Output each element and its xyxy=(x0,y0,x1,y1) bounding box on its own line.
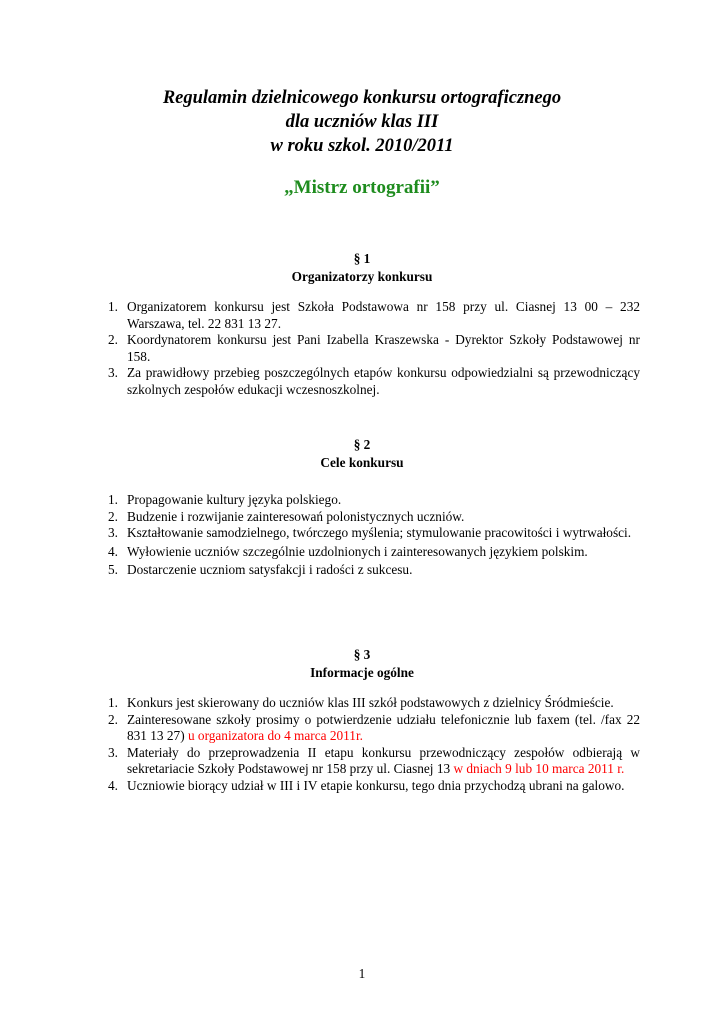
title-line-2: dla uczniów klas III xyxy=(285,112,439,132)
list-item-text: Materiały do przeprowadzenia II etapu konkursu przewodniczący zespołów odbierają w sekretariacie Szkoły Podstawowej nr 158 przy ul. Ciasnej 13 xyxy=(127,744,640,777)
list-item-number: 5. xyxy=(108,562,118,578)
list-item-text: Uczniowie biorący udział w III i IV etapie konkursu, tego dnia przychodzą ubrani na galowo. xyxy=(127,777,625,793)
list-item-number: 1. xyxy=(108,695,118,710)
section-3-title: Informacje ogólne xyxy=(310,665,414,680)
list-item-number: 2. xyxy=(108,508,118,524)
list-item-number: 3. xyxy=(108,525,118,541)
title-line-3: w roku szkol. 2010/2011 xyxy=(270,136,454,156)
section-2-title: Cele konkursu xyxy=(320,455,404,470)
section-3-heading xyxy=(0,646,724,682)
contest-name: „Mistrz ortografii” xyxy=(284,177,440,198)
list-item-text: Koordynatorem konkursu jest Pani Izabella Kraszewska - Dyrektor Szkoły Podstawowej nr 158. xyxy=(127,332,640,364)
list-item xyxy=(108,492,640,509)
section-1-number: § 1 xyxy=(353,251,371,266)
page-number: 1 xyxy=(358,966,366,981)
section-1-heading xyxy=(0,250,724,286)
section-1-list xyxy=(108,299,640,399)
list-item-number: 2. xyxy=(108,711,118,727)
section-2-list xyxy=(108,492,640,579)
list-item xyxy=(108,695,640,712)
list-item xyxy=(108,525,640,542)
title-line-1: Regulamin dzielnicowego konkursu ortograficznego xyxy=(162,88,562,108)
list-item-text: Konkurs jest skierowany do uczniów klas III szkół podstawowych z dzielnicy Śródmieście. xyxy=(127,695,614,710)
section-2-heading xyxy=(0,436,724,472)
list-item xyxy=(108,562,640,579)
list-item-number: 2. xyxy=(108,332,118,348)
list-item-text: Organizatorem konkursu jest Szkoła Podstawowa nr 158 przy ul. Ciasnej 13 00 – 232 Warszawa, tel. 22 831 13 27. xyxy=(127,299,640,331)
list-item xyxy=(108,745,640,778)
list-item xyxy=(108,509,640,526)
list-item xyxy=(108,712,640,745)
list-item xyxy=(108,299,640,332)
section-1-title: Organizatorzy konkursu xyxy=(291,269,433,284)
list-item-text: Wyłowienie uczniów szczególnie uzdolnionych i zainteresowanych językiem polskim. xyxy=(127,543,588,559)
list-item xyxy=(108,778,640,795)
list-item-text: Propagowanie kultury języka polskiego. xyxy=(127,492,342,507)
list-item xyxy=(108,544,640,561)
list-item-highlight: w dniach 9 lub 10 marca 2011 r. xyxy=(453,761,625,777)
list-item-number: 1. xyxy=(108,492,118,507)
section-3-number: § 3 xyxy=(353,647,371,662)
list-item-highlight: u organizatora do 4 marca 2011r. xyxy=(187,728,363,744)
list-item-number: 4. xyxy=(108,543,118,559)
document-title xyxy=(0,86,724,158)
list-item-number: 3. xyxy=(108,365,118,381)
list-item-number: 3. xyxy=(108,744,118,760)
list-item-number: 1. xyxy=(108,299,118,314)
list-item xyxy=(108,365,640,398)
list-item xyxy=(108,332,640,365)
section-2-number: § 2 xyxy=(353,437,371,452)
list-item-text: Za prawidłowy przebieg poszczególnych etapów konkursu odpowiedzialni są przewodniczący szkolnych zespołów edukacji wczesnoszkolnej. xyxy=(127,365,640,397)
section-3-list xyxy=(108,695,640,795)
list-item-text: Kształtowanie samodzielnego, twórczego myślenia; stymulowanie pracowitości i wytrwałości. xyxy=(127,525,632,541)
list-item-text: Zainteresowane szkoły prosimy o potwierdzenie udziału telefonicznie lub faxem (tel. /fax 22 831 13 27) xyxy=(127,711,640,744)
list-item-number: 4. xyxy=(108,777,118,793)
list-item-text: Dostarczenie uczniom satysfakcji i radości z sukcesu. xyxy=(127,562,413,578)
list-item-text: Budzenie i rozwijanie zainteresowań polonistycznych uczniów. xyxy=(127,508,465,524)
